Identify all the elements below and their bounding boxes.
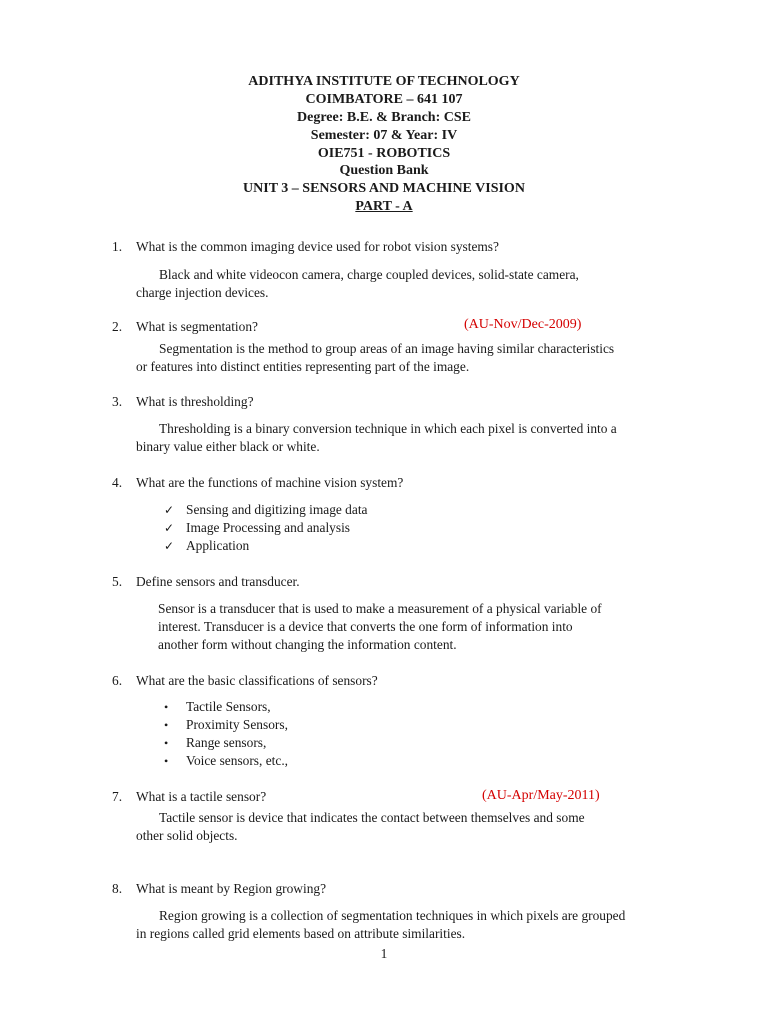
question-number: 6. bbox=[112, 673, 123, 688]
bullet-icon: • bbox=[164, 718, 169, 732]
answer-2-line-2: or features into distinct entities representing part of the image. bbox=[136, 359, 470, 374]
question-3 bbox=[112, 393, 254, 411]
question-7 bbox=[112, 788, 266, 806]
exam-tag-q2: (AU-Nov/Dec-2009) bbox=[464, 317, 582, 332]
question-8 bbox=[112, 880, 326, 898]
question-4 bbox=[112, 474, 403, 492]
list-item: ✓ Application bbox=[164, 538, 250, 553]
part-label: PART - A bbox=[355, 199, 413, 214]
answer-5-line-1: Sensor is a transducer that is used to make a measurement of a physical variable of bbox=[158, 601, 602, 616]
bullet-icon: • bbox=[164, 700, 169, 714]
institute-city: COIMBATORE – 641 107 bbox=[305, 92, 463, 107]
question-number: 4. bbox=[112, 475, 123, 490]
question-number: 3. bbox=[112, 394, 123, 409]
answer-3-line-1: Thresholding is a binary conversion technique in which each pixel is converted into a bbox=[159, 421, 617, 436]
question-number: 2. bbox=[112, 319, 123, 334]
question-5 bbox=[112, 573, 300, 591]
answer-8-line-1: Region growing is a collection of segmentation techniques in which pixels are grouped bbox=[159, 908, 626, 923]
exam-tag-q7: (AU-Apr/May-2011) bbox=[482, 788, 600, 803]
degree-branch: Degree: B.E. & Branch: CSE bbox=[297, 110, 471, 125]
document-type: Question Bank bbox=[339, 163, 429, 178]
answer-2-line-1: Segmentation is the method to group areas of an image having similar characteristics bbox=[159, 341, 615, 356]
bullet-icon: • bbox=[164, 736, 169, 750]
answer-3-line-2: binary value either black or white. bbox=[136, 439, 320, 454]
question-text: What is segmentation? bbox=[136, 319, 258, 334]
checkmark-icon: ✓ bbox=[164, 503, 175, 517]
question-6 bbox=[112, 672, 378, 690]
question-text: What is meant by Region growing? bbox=[136, 881, 327, 896]
question-text: What is a tactile sensor? bbox=[136, 789, 267, 804]
list-item: • Proximity Sensors, bbox=[164, 717, 288, 732]
answer-1-line-2: charge injection devices. bbox=[136, 285, 269, 300]
list-item: • Tactile Sensors, bbox=[164, 699, 271, 714]
answer-5-line-3: another form without changing the information content. bbox=[158, 637, 457, 652]
list-item: ✓ Image Processing and analysis bbox=[164, 520, 350, 535]
unit-title: UNIT 3 – SENSORS AND MACHINE VISION bbox=[243, 181, 525, 196]
checkmark-icon: ✓ bbox=[164, 539, 175, 553]
bullet-icon: • bbox=[164, 754, 169, 768]
question-text: What is the common imaging device used for robot vision systems? bbox=[136, 239, 499, 254]
answer-8-line-2: in regions called grid elements based on attribute similarities. bbox=[136, 926, 466, 941]
question-number: 8. bbox=[112, 881, 123, 896]
list-item: ✓ Sensing and digitizing image data bbox=[164, 502, 368, 517]
answer-7-line-2: other solid objects. bbox=[136, 828, 238, 843]
answer-7-line-1: Tactile sensor is device that indicates the contact between themselves and some bbox=[159, 810, 585, 825]
semester-year: Semester: 07 & Year: IV bbox=[310, 128, 458, 143]
institute-name: ADITHYA INSTITUTE OF TECHNOLOGY bbox=[248, 74, 520, 89]
question-number: 7. bbox=[112, 789, 123, 804]
list-item: • Voice sensors, etc., bbox=[164, 753, 289, 768]
part-heading bbox=[0, 198, 768, 215]
question-number: 1. bbox=[112, 239, 123, 254]
question-number: 5. bbox=[112, 574, 123, 589]
list-item: • Range sensors, bbox=[164, 735, 267, 750]
question-text: What is thresholding? bbox=[136, 394, 254, 409]
answer-5-line-2: interest. Transducer is a device that converts the one form of information into bbox=[158, 619, 573, 634]
answer-1-line-1: Black and white videocon camera, charge coupled devices, solid-state camera, bbox=[159, 267, 579, 282]
question-text: What are the functions of machine vision system? bbox=[136, 475, 404, 490]
checkmark-icon: ✓ bbox=[164, 521, 175, 535]
page-number: 1 bbox=[380, 946, 388, 961]
question-text: What are the basic classifications of sensors? bbox=[136, 673, 378, 688]
question-1 bbox=[112, 238, 499, 256]
question-text: Define sensors and transducer. bbox=[136, 574, 300, 589]
course-title: OIE751 - ROBOTICS bbox=[317, 146, 451, 161]
question-2 bbox=[112, 318, 258, 336]
